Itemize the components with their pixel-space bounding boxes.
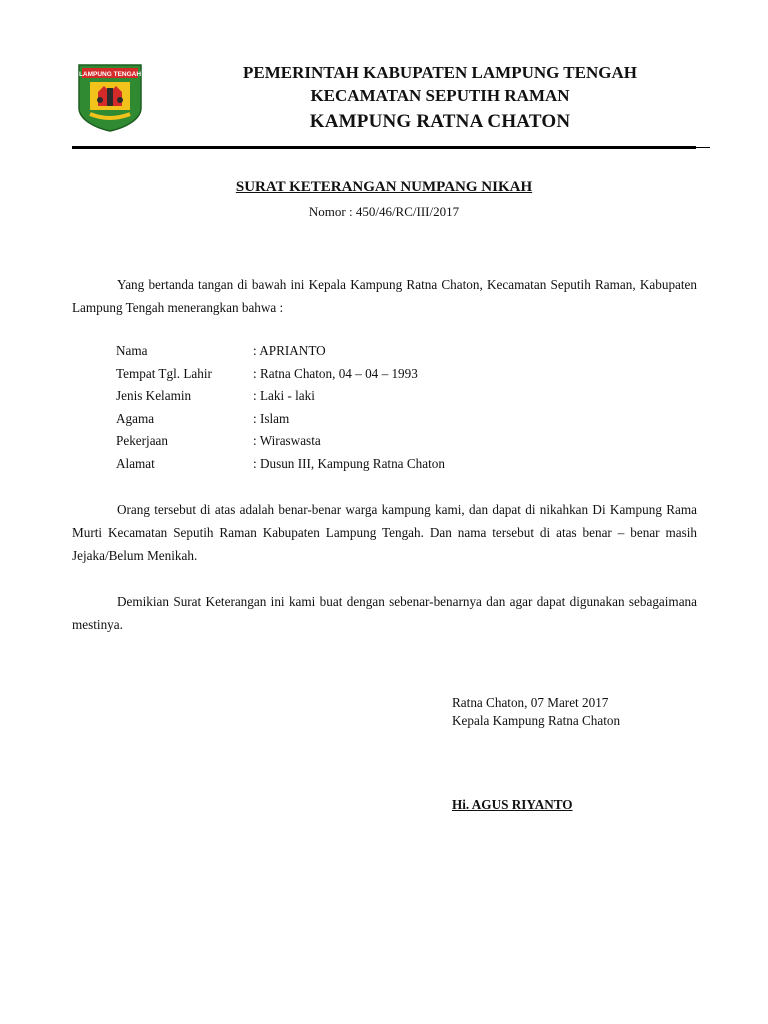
field-row-gender (116, 385, 445, 408)
field-label: Alamat (116, 455, 155, 471)
field-label: Tempat Tgl. Lahir (116, 365, 212, 381)
field-label: Agama (116, 410, 155, 426)
closing-paragraph: Demikian Surat Keterangan ini kami buat dengan sebenar-benarnya dan agar dapat digunakan sebagaimana mestinya. (72, 594, 697, 632)
lampung-tengah-emblem-icon (76, 62, 144, 132)
field-value: : Islam (253, 410, 290, 426)
letterhead-district: KECAMATAN SEPUTIH RAMAN (310, 86, 570, 105)
document-number: Nomor : 450/46/RC/III/2017 (308, 204, 460, 219)
document-title: SURAT KETERANGAN NUMPANG NIKAH (235, 179, 533, 195)
field-label: Pekerjaan (116, 433, 168, 449)
field-row-occupation (116, 430, 445, 453)
field-value: : Wiraswasta (253, 433, 321, 449)
letterhead-regency: PEMERINTAH KABUPATEN LAMPUNG TENGAH (242, 63, 637, 82)
field-value: : APRIANTO (253, 343, 326, 358)
field-row-birth (116, 363, 445, 386)
intro-paragraph: Yang bertanda tangan di bawah ini Kepala Kampung Ratna Chaton, Kecamatan Seputih Raman, Kabupaten Lampung Tengah menerangkan bahwa : (72, 277, 697, 315)
letterhead-village: KAMPUNG RATNA CHATON (309, 111, 571, 132)
field-value: : Laki - laki (253, 388, 315, 404)
signer-name: Hi. AGUS RIYANTO (452, 797, 573, 812)
letterhead-divider-tail (696, 147, 710, 148)
field-value: : Dusun III, Kampung Ratna Chaton (253, 455, 445, 471)
signature-place-date: Ratna Chaton, 07 Maret 2017 (452, 695, 609, 710)
signature-position: Kepala Kampung Ratna Chaton (452, 713, 621, 728)
field-row-address (116, 453, 445, 476)
field-row-nama (116, 340, 445, 363)
field-label: Nama (116, 343, 148, 358)
letterhead-divider (72, 146, 696, 149)
field-value: : Ratna Chaton, 04 – 04 – 1993 (253, 365, 418, 381)
identity-fields (116, 340, 445, 476)
field-label: Jenis Kelamin (116, 388, 192, 404)
field-row-religion (116, 408, 445, 431)
svg-text:LAMPUNG TENGAH: LAMPUNG TENGAH (78, 71, 142, 78)
letterhead (140, 62, 740, 136)
statement-paragraph: Orang tersebut di atas adalah benar-benar warga kampung kami, dan dapat di nikahkan Di Kampung Rama Murti Kecamatan Seputih Raman Kabupaten Lampung Tengah. Dan nama tersebut di atas benar – benar masih Jejaka/Belum Menikah. (72, 502, 697, 563)
signature-block (452, 694, 620, 730)
